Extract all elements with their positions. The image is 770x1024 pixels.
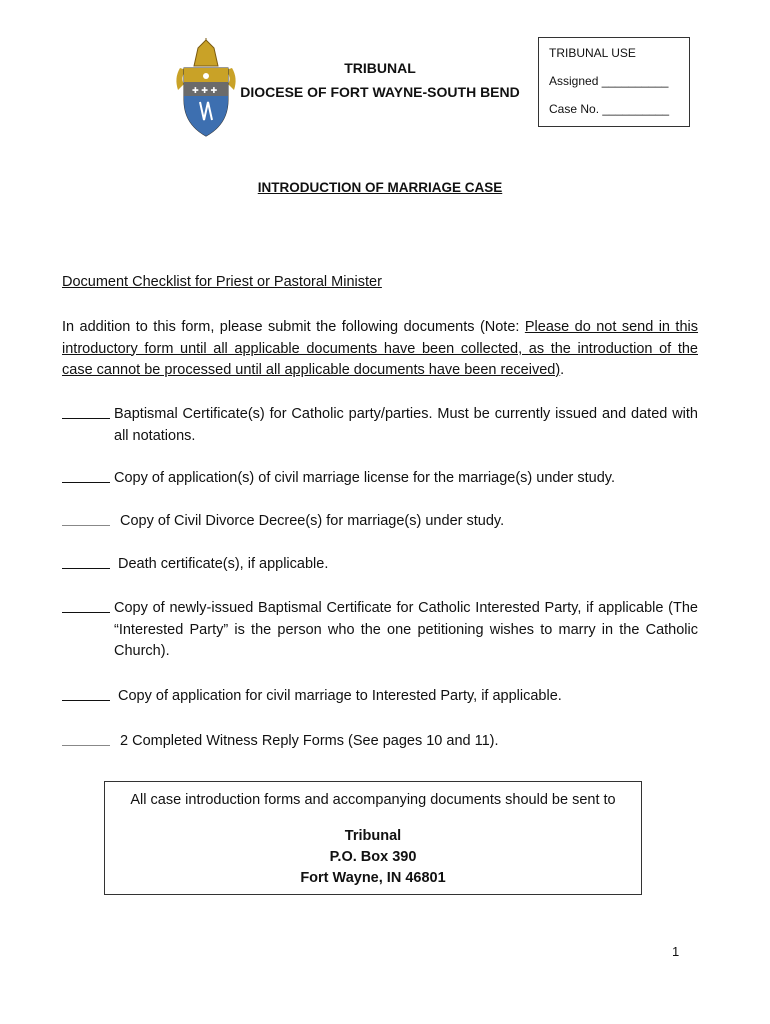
checklist-item	[62, 686, 698, 708]
tribunal-use-title: TRIBUNAL USE	[549, 46, 636, 60]
checkbox-blank[interactable]	[62, 686, 110, 701]
intro-lead: In addition to this form, please submit the following documents (Note:	[62, 319, 525, 335]
address-name: Tribunal	[344, 828, 402, 844]
item-text: Baptismal Certificate(s) for Catholic party/parties. Must be currently issued and dated with all notations.	[114, 406, 698, 444]
item-text: Copy of Civil Divorce Decree(s) for marriage(s) under study.	[120, 513, 505, 529]
checklist-heading: Document Checklist for Priest or Pastoral Minister	[62, 274, 382, 290]
header-tribunal: TRIBUNAL	[344, 60, 416, 76]
header-diocese: DIOCESE OF FORT WAYNE-SOUTH BEND	[240, 84, 520, 100]
intro-note: Please do not send in this introductory form until all applicable documents have been collected, as the introduction of the case cannot be processed until all applicable documents have been received)	[62, 319, 699, 378]
address-city: Fort Wayne, IN 46801	[300, 870, 446, 886]
tribunal-use-box	[538, 37, 690, 127]
form-title: INTRODUCTION OF MARRIAGE CASE	[257, 180, 503, 195]
checkbox-blank[interactable]	[62, 404, 110, 419]
mailing-address-box	[104, 781, 642, 895]
checklist-item	[62, 468, 698, 490]
intro-tail: .	[560, 362, 565, 378]
checklist-item	[62, 731, 698, 753]
checkbox-blank[interactable]	[62, 511, 110, 526]
case-no-field: Case No. __________	[549, 102, 670, 116]
page-number: 1	[672, 944, 680, 959]
address-po-box: P.O. Box 390	[329, 849, 417, 865]
checkbox-blank[interactable]	[62, 554, 110, 569]
checklist-item	[62, 511, 698, 533]
intro-paragraph	[62, 317, 698, 382]
checklist-item	[62, 554, 698, 576]
item-text: Copy of application(s) of civil marriage license for the marriage(s) under study.	[114, 470, 615, 486]
checklist-item	[62, 404, 698, 447]
send-instruction: All case introduction forms and accompanying documents should be sent to	[130, 792, 616, 808]
checklist-item	[62, 598, 698, 663]
checkbox-blank[interactable]	[62, 468, 110, 483]
assigned-field: Assigned __________	[549, 74, 669, 88]
svg-text:✚ ✚ ✚: ✚ ✚ ✚	[192, 86, 218, 95]
item-text: Copy of application for civil marriage to Interested Party, if applicable.	[118, 688, 562, 704]
item-text: 2 Completed Witness Reply Forms (See pages 10 and 11).	[120, 733, 499, 749]
checkbox-blank[interactable]	[62, 731, 110, 746]
item-text: Death certificate(s), if applicable.	[118, 556, 329, 572]
item-text: Copy of newly-issued Baptismal Certificate for Catholic Interested Party, if applicable (The “Interested Party” is the person who the one petitioning wishes to marry in the Catholic Church).	[114, 600, 698, 659]
checkbox-blank[interactable]	[62, 598, 110, 613]
